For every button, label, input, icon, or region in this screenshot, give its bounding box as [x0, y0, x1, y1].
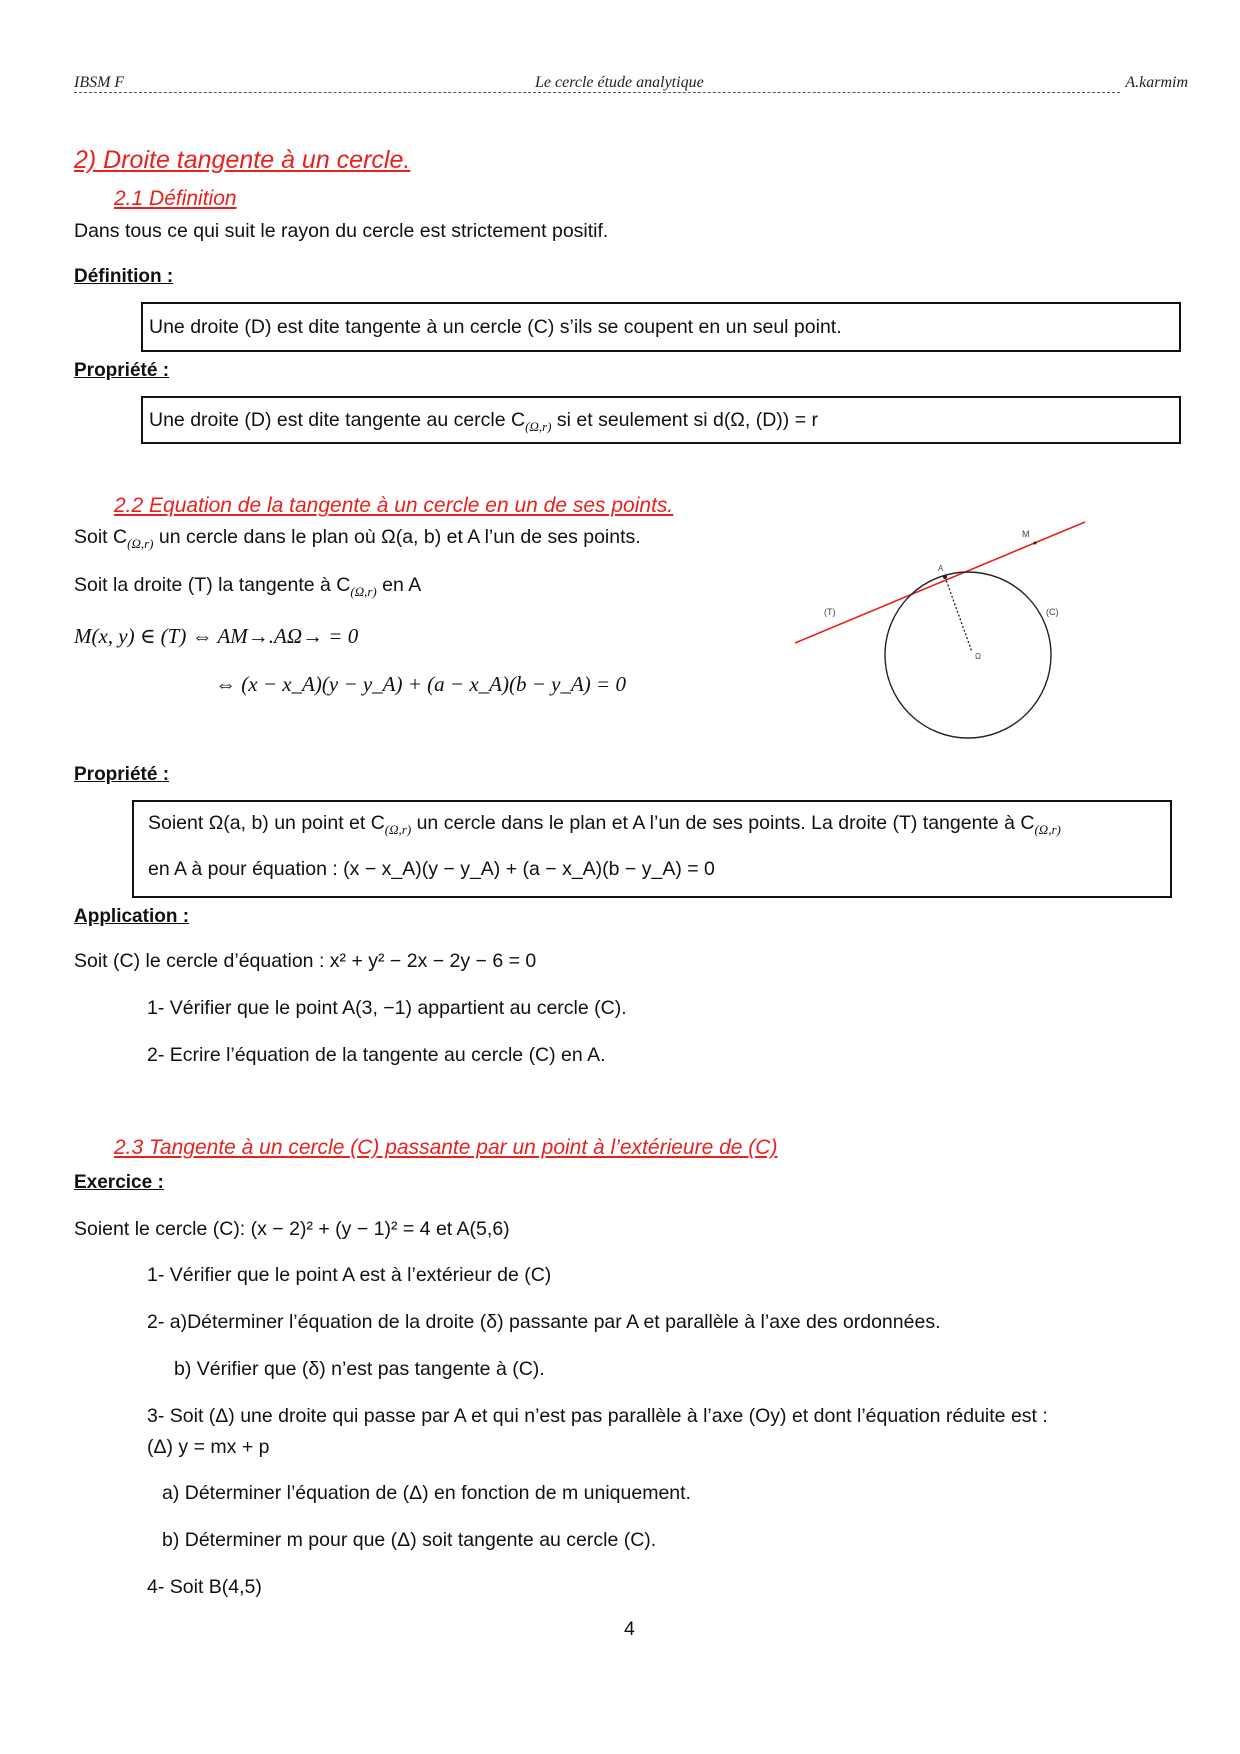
- label-c: (C): [1046, 607, 1059, 617]
- property2-line1-a: Soient Ω(a, b) un point et C: [148, 812, 385, 834]
- property-label: Propriété :: [74, 360, 170, 381]
- property2-line1-b: un cercle dans le plan et A l’un de ses points. La droite (T) tangente à C: [411, 812, 1035, 834]
- sub2-line1-sub: (Ω,r): [127, 535, 154, 551]
- sub2-line1-b: un cercle dans le plan où Ω(a, b) et A l’un de ses points.: [153, 526, 641, 548]
- property2-line2: en A à pour équation : (x − x_A)(y − y_A) + (a − x_A)(b − y_A) = 0: [148, 858, 715, 880]
- section-title: 2) Droite tangente à un cercle.: [74, 146, 411, 174]
- exercise-q3b: b) Déterminer m pour que (Δ) soit tangente au cercle (C).: [162, 1529, 657, 1551]
- property-text-a: Une droite (D) est dite tangente au cercle C: [149, 409, 526, 431]
- property2-line1: [148, 812, 1061, 838]
- point-a: [943, 575, 947, 579]
- equation-2: ⇔ (x − x_A)(y − y_A) + (a − x_A)(b − y_A) = 0: [215, 672, 626, 696]
- page-number: 4: [624, 1618, 635, 1640]
- header-left: IBSM F: [74, 74, 125, 91]
- radius-dashed: [945, 577, 972, 652]
- circle-shape: [885, 572, 1051, 738]
- exercise-q3-line2: (Δ) y = mx + p: [147, 1436, 270, 1458]
- exercise-label: Exercice :: [74, 1172, 164, 1193]
- application-q1: 1- Vérifier que le point A(3, −1) appartient au cercle (C).: [147, 997, 627, 1019]
- equation-1: M(x, y) ∈ (T) ⇔ AM→.AΩ→ = 0: [74, 624, 359, 648]
- exercise-q2a: 2- a)Déterminer l’équation de la droite (δ) passante par A et parallèle à l’axe des ordonnées.: [147, 1311, 941, 1333]
- definition-label: Définition :: [74, 266, 174, 287]
- subsection-2-1-title: 2.1 Définition: [114, 187, 237, 210]
- property-box: [141, 396, 1181, 444]
- intro-text: Dans tous ce qui suit le rayon du cercle est strictement positif.: [74, 220, 609, 242]
- sub2-line2-b: en A: [376, 574, 422, 596]
- property2-line1-sub: (Ω,r): [384, 821, 412, 837]
- subsection-2-3-title: 2.3 Tangente à un cercle (C) passante par un point à l’extérieure de (C): [114, 1136, 778, 1159]
- exercise-q3a: a) Déterminer l’équation de (Δ) en fonction de m uniquement.: [162, 1482, 691, 1504]
- sub2-line1: [74, 526, 641, 552]
- exercise-q3-line1: 3- Soit (Δ) une droite qui passe par A et qui n’est pas parallèle à l’axe (Oy) et dont l’équation réduite est :: [147, 1405, 1048, 1427]
- property2-label: Propriété :: [74, 764, 170, 785]
- property2-line1-sub2: (Ω,r): [1034, 821, 1061, 837]
- subsection-2-2-title: 2.2 Equation de la tangente à un cercle en un de ses points.: [114, 494, 674, 517]
- application-intro: Soit (C) le cercle d’équation : x² + y² − 2x − 2y − 6 = 0: [74, 950, 537, 972]
- label-omega: Ω: [975, 652, 981, 661]
- property-text: [149, 409, 818, 435]
- property-text-b: si et seulement si d(Ω, (D)) = r: [551, 409, 819, 431]
- header-center: Le cercle étude analytique: [535, 74, 704, 91]
- definition-text: Une droite (D) est dite tangente à un cercle (C) s’ils se coupent en un seul point.: [149, 316, 842, 338]
- header-right: A.karmim: [1125, 74, 1188, 91]
- sub2-line2: [74, 574, 421, 600]
- sub2-line2-sub: (Ω,r): [350, 583, 377, 599]
- label-t: (T): [824, 607, 836, 617]
- header-rule: [74, 92, 1120, 93]
- point-m: [1034, 542, 1037, 545]
- tangent-figure: [790, 515, 1100, 755]
- property-text-sub: (Ω,r): [525, 418, 552, 434]
- exercise-intro: Soient le cercle (C): (x − 2)² + (y − 1)² = 4 et A(5,6): [74, 1218, 510, 1240]
- sub2-line1-a: Soit C: [74, 526, 128, 548]
- definition-box: [141, 302, 1181, 352]
- application-label: Application :: [74, 906, 190, 927]
- tangent-line: [795, 522, 1085, 643]
- exercise-q4: 4- Soit B(4,5): [147, 1576, 262, 1598]
- label-a: A: [938, 564, 944, 573]
- sub2-line2-a: Soit la droite (T) la tangente à C: [74, 574, 351, 596]
- property2-box: [132, 800, 1172, 898]
- exercise-q1: 1- Vérifier que le point A est à l’extérieur de (C): [147, 1264, 552, 1286]
- application-q2: 2- Ecrire l’équation de la tangente au cercle (C) en A.: [147, 1044, 606, 1066]
- exercise-q2b: b) Vérifier que (δ) n’est pas tangente à (C).: [174, 1358, 545, 1380]
- label-m: M: [1022, 529, 1030, 539]
